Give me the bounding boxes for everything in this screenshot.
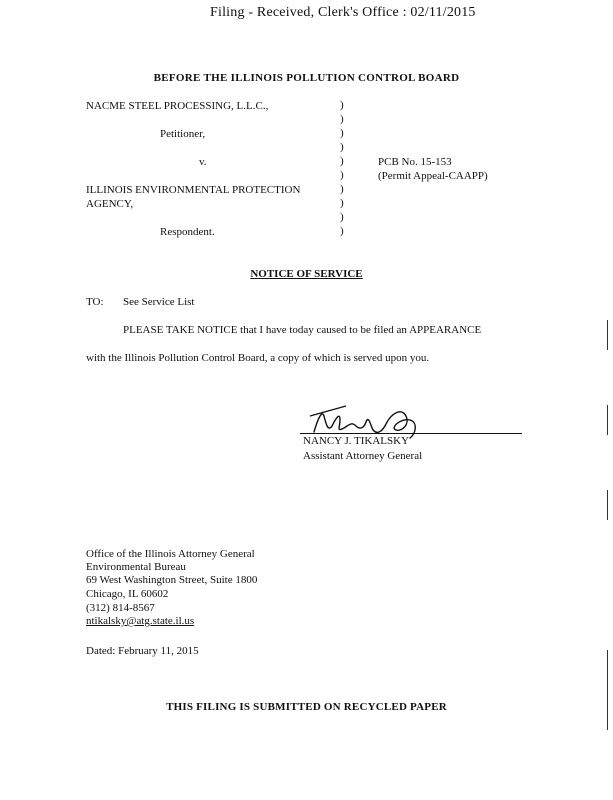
address-line: (312) 814-8567 [86, 602, 155, 614]
caption-bracket: ) [340, 211, 344, 223]
versus-label: v. [199, 156, 207, 168]
caption-bracket: ) [340, 127, 344, 139]
signer-title: Assistant Attorney General [303, 450, 423, 462]
signer-name: NANCY J. TIKALSKY [303, 435, 410, 447]
caption-bracket: ) [340, 113, 344, 125]
caption-bracket: ) [340, 225, 344, 237]
caption-bracket: ) [340, 169, 344, 181]
board-title: BEFORE THE ILLINOIS POLLUTION CONTROL BOARD [153, 72, 460, 84]
recycled-paper-footer: THIS FILING IS SUBMITTED ON RECYCLED PAPER [166, 701, 447, 713]
notice-heading: NOTICE OF SERVICE [250, 268, 363, 280]
address-line: Environmental Bureau [86, 561, 186, 573]
address-line: Chicago, IL 60602 [86, 588, 169, 600]
caption-bracket: ) [340, 99, 344, 111]
address-line: 69 West Washington Street, Suite 1800 [86, 574, 258, 586]
to-value: See Service List [123, 296, 195, 308]
filing-stamp: Filing - Received, Clerk's Office : 02/11/2015 [210, 5, 476, 20]
to-label: TO: [86, 296, 104, 308]
caption-bracket: ) [340, 183, 344, 195]
notice-body-line1: PLEASE TAKE NOTICE that I have today caused to be filed an APPEARANCE [123, 324, 482, 336]
caption-bracket: ) [340, 155, 344, 167]
scan-edge-mark [607, 405, 608, 435]
caption-bracket: ) [340, 141, 344, 153]
scan-edge-mark [607, 320, 608, 350]
scan-edge-mark [607, 490, 608, 520]
address-line: Office of the Illinois Attorney General [86, 548, 255, 560]
respondent-name-line1: ILLINOIS ENVIRONMENTAL PROTECTION [86, 184, 301, 196]
scan-edge-mark [607, 650, 608, 730]
dated-line: Dated: February 11, 2015 [86, 645, 199, 657]
petitioner-role: Petitioner, [160, 128, 206, 140]
notice-body-line2: with the Illinois Pollution Control Board, a copy of which is served upon you. [86, 352, 430, 364]
respondent-role: Respondent. [160, 226, 215, 238]
respondent-name-line2: AGENCY, [86, 198, 134, 210]
signature-line [300, 433, 522, 434]
petitioner-name: NACME STEEL PROCESSING, L.L.C., [86, 100, 269, 112]
case-number: PCB No. 15-153 [378, 156, 452, 168]
email-link[interactable]: ntikalsky@atg.state.il.us [86, 615, 195, 627]
caption-bracket: ) [340, 197, 344, 209]
case-type: (Permit Appeal-CAAPP) [378, 170, 488, 182]
